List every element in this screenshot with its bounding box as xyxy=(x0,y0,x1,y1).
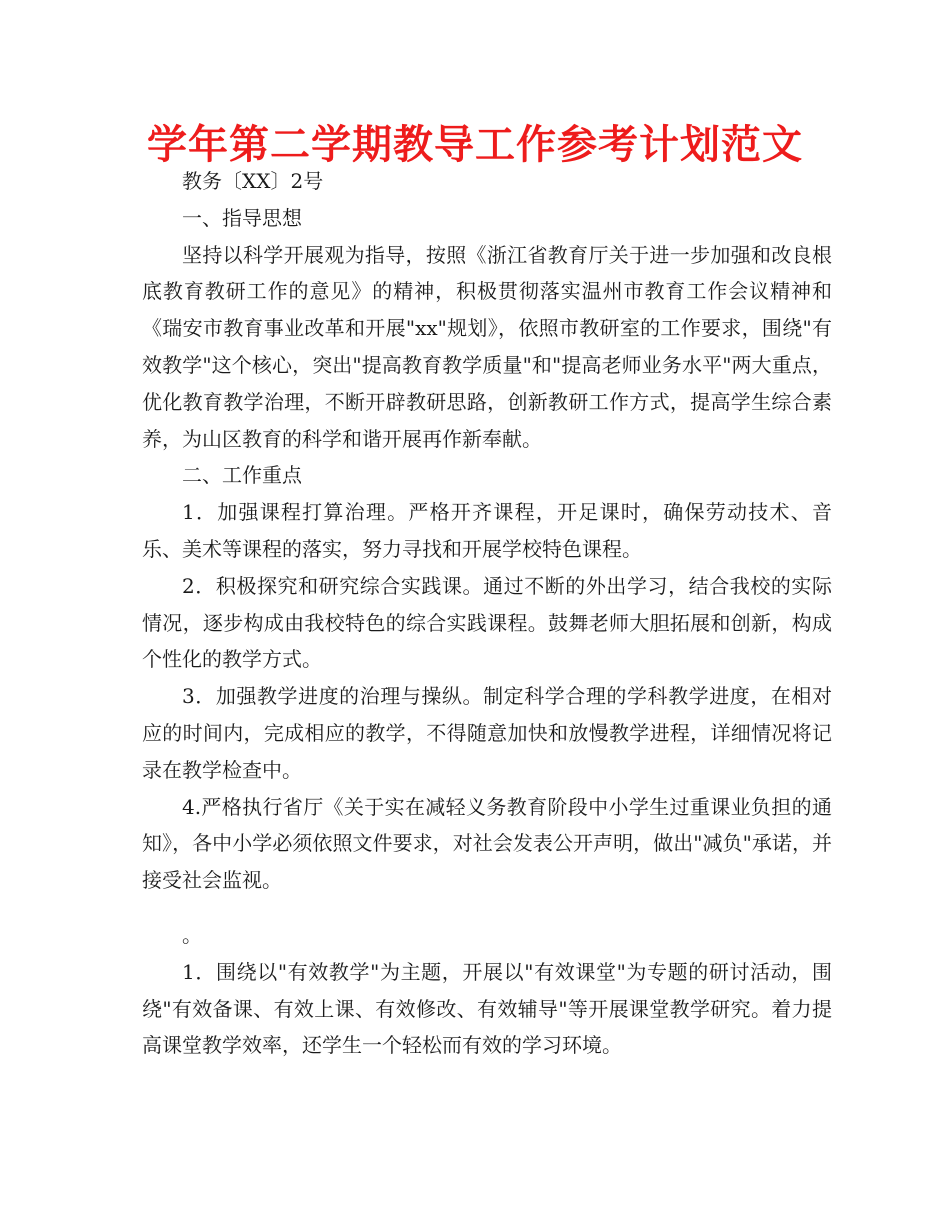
doc-number: 教务〔XX〕2号 xyxy=(182,169,324,193)
section-heading-work-focus: 二、工作重点 xyxy=(182,463,302,488)
paragraph-item-3: 3．加强教学进度的治理与操纵。制定科学合理的学科教学进度，在相对应的时间内，完成相应的教学，不得随意加快和放慢教学进程，详细情况将记录在教学检查中。 xyxy=(142,684,832,782)
paragraph-item-1: 1．加强课程打算治理。严格开齐课程，开足课时，确保劳动技术、音乐、美术等课程的落实，努力寻找和开展学校特色课程。 xyxy=(142,500,832,561)
document-title: 学年第二学期教导工作参考计划范文 xyxy=(147,122,803,168)
paragraph-separator: 。 xyxy=(182,922,202,947)
paragraph-item-2: 2．积极探究和研究综合实践课。通过不断的外出学习，结合我校的实际情况，逐步构成由我校特色的综合实践课程。鼓舞老师大胆拓展和创新，构成个性化的教学方式。 xyxy=(142,573,832,672)
paragraph-guiding-thought: 坚持以科学开展观为指导，按照《浙江省教育厅关于进一步加强和改良根底教育教研工作的意见》的精神，积极贯彻落实温州市教育工作会议精神和《瑞安市教育事业改革和开展"xx"规划》，依照市教研室的工作要求，围绕"有效教学"这个核心，突出"提高教育教学质量"和"提高老师业务水平"两大重点，优化教育教学治理，不断开辟教研思路，创新教研工作方式，提高学生综合素养，为山区教育的科学和谐开展再作新奉献。 xyxy=(142,242,832,451)
paragraph-item-4: 4.严格执行省厅《关于实在减轻义务教育阶段中小学生过重课业负担的通知》，各中小学必须依照文件要求，对社会发表公开声明，做出"减负"承诺，并接受社会监视。 xyxy=(142,794,832,893)
paragraph-effective-teaching: 1．围绕以"有效教学"为主题，开展以"有效课堂"为专题的研讨活动，围绕"有效备课、有效上课、有效修改、有效辅导"等开展课堂教学研究。着力提高课堂教学效率，还学生一个轻松而有效的学习环境。 xyxy=(142,959,832,1058)
section-heading-guiding-thought: 一、指导思想 xyxy=(182,205,302,230)
document-body xyxy=(142,163,832,1064)
